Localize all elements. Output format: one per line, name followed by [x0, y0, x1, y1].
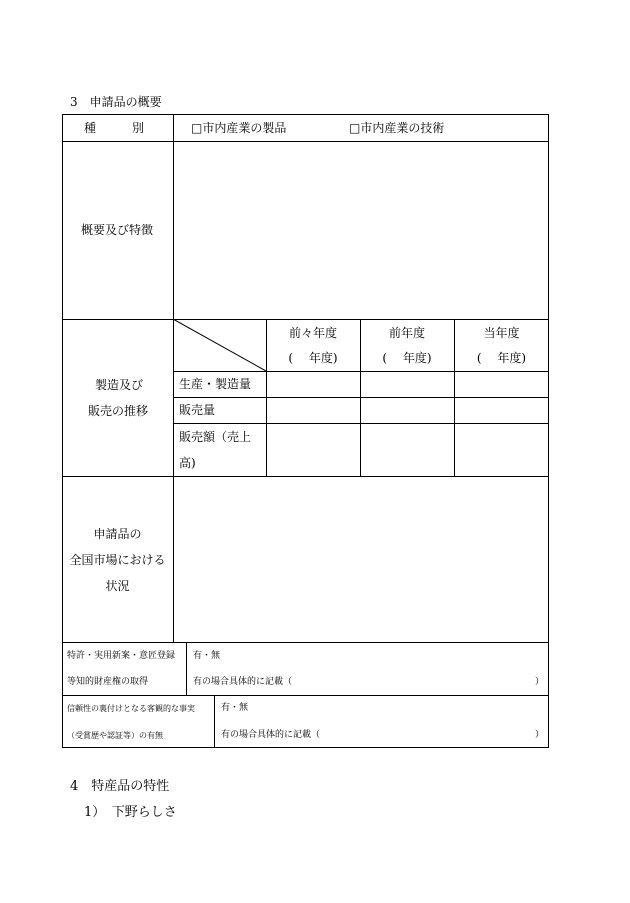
shubetsu-label: 種 別 [84, 121, 145, 135]
col-divider [214, 695, 215, 748]
year-sub-prev: ( 年度) [382, 351, 432, 365]
trend-label-line1: 製造及び [95, 378, 144, 392]
overview-label: 概要及び特徴 [81, 223, 154, 237]
section-4-title: 4 特産品の特性 [70, 779, 170, 794]
col-divider [186, 642, 187, 695]
year-sub-current: ( 年度) [476, 351, 527, 365]
fact-yes-no[interactable]: 有・無 [221, 703, 249, 713]
row-sales-volume-label: 販売量 [179, 403, 216, 417]
year-sub-prev2: ( 年度) [288, 351, 338, 365]
option-product-checkbox[interactable]: □市内産業の製品 [191, 121, 287, 135]
market-label-line3: 状況 [105, 579, 130, 593]
year-header-prev: 前年度 [388, 326, 425, 340]
row-divider [62, 319, 549, 320]
col-divider [266, 319, 267, 476]
fact-detail-label: 有の場合具体的に記載（ [221, 730, 321, 740]
market-field[interactable] [174, 477, 548, 641]
row-divider [62, 695, 549, 696]
row-sales-amount-label: 販売額（売上 [179, 430, 252, 444]
ip-detail-label: 有の場合具体的に記載（ [193, 677, 293, 687]
option-tech-checkbox[interactable]: □市内産業の技術 [349, 121, 445, 135]
section-4-item-1: 1） 下野らしさ [84, 805, 177, 820]
overview-field[interactable] [174, 142, 548, 318]
row-divider [173, 371, 549, 372]
trend-label-line2: 販売の推移 [88, 404, 149, 418]
col-divider [360, 319, 361, 476]
row-divider [173, 397, 549, 398]
ip-yes-no[interactable]: 有・無 [193, 651, 221, 661]
market-label-line1: 申請品の [93, 527, 142, 541]
col-divider [454, 319, 455, 476]
fact-label-line2: （受賞歴や認証等）の有無 [67, 731, 163, 740]
section-3-title: 3 申請品の概要 [70, 95, 162, 109]
row-sales-amount-label-cont: 高) [179, 456, 196, 470]
ip-detail-close: ） [535, 677, 545, 687]
fact-detail-close: ） [535, 730, 545, 740]
row-production-label: 生産・製造量 [179, 377, 252, 391]
year-header-current: 当年度 [483, 326, 520, 340]
diagonal-header-cell [173, 319, 266, 371]
fact-label-line1: 信頼性の裏付けとなる客観的な事実 [67, 704, 195, 713]
row-divider [62, 642, 549, 643]
market-label-line2: 全国市場における [69, 553, 166, 567]
ip-label-line2: 等知的財産権の取得 [67, 677, 149, 687]
ip-label-line1: 特許・実用新案・意匠登録 [67, 651, 176, 661]
year-header-prev2: 前々年度 [288, 326, 337, 340]
row-divider [173, 423, 549, 424]
